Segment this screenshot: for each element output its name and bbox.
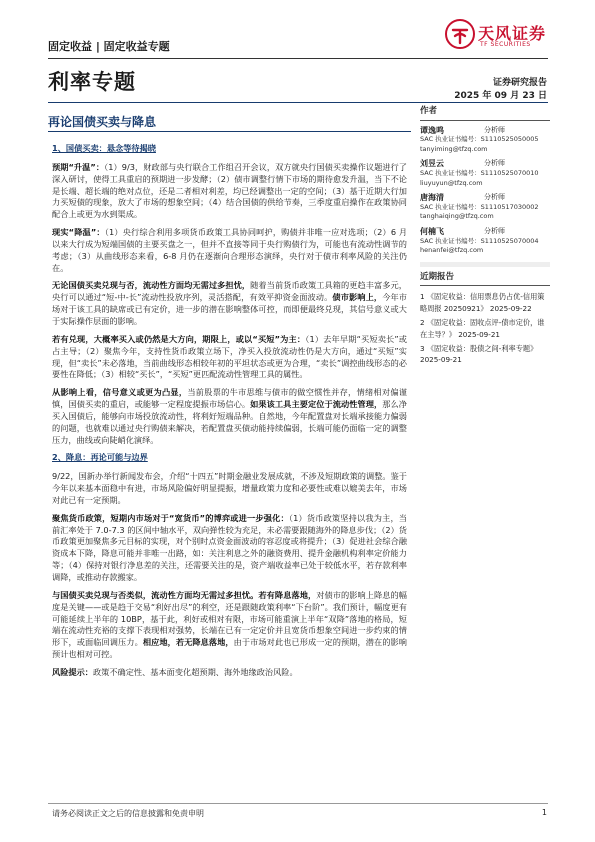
paragraph-reality-cooling: 现实“降温”：（1）央行综合利用多项货币政策工具协同呵护，购债并非唯一应对选项；（2）6 月以来大行成为短端国债的主要买盘之一，但并不直接等同于央行购债行为，可能也有流动性调节的考虑；（3）从曲线形态来看，6-8 月仍在逐渐向合理形态演绎，央行对于债市利率风险的关注仍在。 <box>52 227 408 273</box>
author-role: 分析师 <box>484 159 505 168</box>
recent-reports-list <box>420 291 550 366</box>
authors-heading: 作者 <box>420 106 438 116</box>
sidebar-separator <box>420 262 550 267</box>
author-name: 刘昱云 <box>420 159 444 169</box>
author-email[interactable]: tanghaiqing@tfzq.com <box>420 212 494 221</box>
author-email[interactable]: henanfei@tfzq.com <box>420 246 484 255</box>
subtitle-divider <box>48 131 411 132</box>
section-heading-1: 1、国债买卖：悬念等待揭晓 <box>52 143 156 153</box>
section-heading-2: 2、降息：再论可能与边界 <box>52 452 148 463</box>
header-divider <box>48 58 548 59</box>
paragraph-risk: 风险提示：政策不确定性、基本面变化超预期、海外地缘政治风险。 <box>52 666 298 677</box>
author-card <box>420 227 550 256</box>
author-name: 唐海清 <box>420 193 444 203</box>
author-card <box>420 193 550 222</box>
main-body <box>52 143 407 685</box>
author-email[interactable]: liuyuyun@tfzq.com <box>420 178 483 187</box>
logo-text-en: TF SECURITIES <box>480 41 531 48</box>
author-name: 何楠飞 <box>420 226 444 236</box>
authors-divider <box>420 120 550 121</box>
author-card <box>420 159 550 188</box>
paragraph-expect-warming: 预期“升温”：（1）9/3，财政部与央行联合工作组召开会议，双方就央行国债买卖操作议题进行了深入研讨，使得工具重启的预期进一步发酵；（2）债市调整行情下市场的期待愈发升温，当下不论是长端、超长端的绝对点位，还是二者相对利差，均已经调整出一定的空间；（3）基于近期大行加力买短债的现象，放大了市场的想象空间；（4）结合国债的供给节奏，三季度重启操作在政策协同配合上或更为水到渠成。 <box>52 161 407 220</box>
report-subtitle: 再论国债买卖与降息 <box>48 115 157 129</box>
footer-divider <box>48 803 548 804</box>
logo-text-cn: 天风证券 <box>478 24 547 43</box>
paragraph-press-conference: 9/22，国新办举行新闻发布会，介绍“十四五”时期金融业发展成就，不涉及短期政策的调整。鉴于今年以来基本面稳中有进，市场风险偏好明显提振，增量政策力度和必要性或难以媲美去年，市场对此已有一定预期。 <box>52 471 407 505</box>
report-date: 2025 年 09 月 23 日 <box>454 91 547 101</box>
footer-disclaimer: 请务必阅读正文之后的信息披露和免责申明 <box>52 809 204 818</box>
recent-report-link[interactable]: 3 《固定收益：股债之间-利率专题》 2025-09-21 <box>420 343 538 365</box>
author-cert-id: SAC 执业证书编号：S1110525070010 <box>420 168 539 177</box>
breadcrumb: 固定收益 | 固定收益专题 <box>48 40 170 53</box>
page-title: 利率专题 <box>48 70 136 94</box>
paragraph-signal-impact: 从影响上看，信号意义或更为凸显，当前股票的牛市思维与债市的做空惯性并存，情绪相对偏谨慎，国债买卖的重启，或能够一定程度提振市场信心。如果该工具主要定位于流动性管理，那么净买入国债后，能够向市场投放流动性，将利好短端品种。自然地，今年配置盘对长端承接能力偏弱的问题，也就难以通过央行购债来解决，若配置盘买债动能持续偏弱，长端可能仍面临一定的调整压力，曲线或向陡峭化演绎。 <box>52 387 407 445</box>
author-role: 分析师 <box>484 226 505 235</box>
recent-reports-heading: 近期报告 <box>420 271 455 282</box>
author-email[interactable]: tanyiming@tfzq.com <box>420 144 488 153</box>
title-divider <box>48 102 548 103</box>
tf-securities-logo <box>445 19 550 53</box>
paragraph-liquidity: 无论国债买卖兑现与否，流动性方面均无需过多担忧，随着当前货币政策工具箱的更趋丰富多元，央行可以通过“短-中-长”流动性投放序列，灵活搭配，有效平抑资金面波动。债市影响上，今年市场对于该工具的缺席或已有定价，进一步的潜在影响整体可控，而即便最终兑现，其信号意义或大于实际操作层面的影响。 <box>52 280 407 326</box>
paragraph-buy-short: 若有兑现，大概率买入或仍然是大方向，期限上，或以“买短”为主：（1）去年早期“买短卖长”或占主导；（2）聚焦今年，支持性货币政策立场下，净买入投放流动性仍是大方向，通过“买短”实现，但“卖长”未必落地，当前曲线形态相较年初的平坦状态或更为合理，“卖长”调控曲线形态的必要性在降低；（3）相较“买长”，“买短”更匹配流动性管理工具的属性。 <box>52 333 407 380</box>
logo-emblem-icon <box>445 19 475 49</box>
author-name: 谭逸鸣 <box>420 125 444 135</box>
recent-report-link[interactable]: 2 《固定收益：固收点评-债市定价，谁在主导？》 2025-09-21 <box>420 317 545 339</box>
author-cert-id: SAC 执业证书编号：S1110525050005 <box>420 135 539 144</box>
paragraph-rate-cut-impact: 与国债买卖兑现与否类似，流动性方面均无需过多担忧。若有降息落地，对债市的影响上降息的幅度是关键——或是趋于交易“利好出尽”的利空，还是跟随政策利率“下台阶”。我们预计，幅度更有可能延续上半年的 10BP，基于此，利好或相对有限，市场可能重演上半年“双降”落地的格局，短端在流动性充裕的支撑下表现相对强势，长端在已有一定定价并且宽货币想象空间进一步约束的情形下，或面临回调压力。相应地，若无降息落地，由于市场对此也已形成一定的预期，潜在的影响预计也相对可控。 <box>52 589 407 660</box>
recent-divider <box>420 285 550 286</box>
author-role: 分析师 <box>484 125 505 134</box>
author-cert-id: SAC 执业证书编号：S1110525070004 <box>420 236 539 245</box>
author-role: 分析师 <box>484 193 505 202</box>
sidebar <box>420 107 550 368</box>
author-cert-id: SAC 执业证书编号：S1110517030002 <box>420 202 539 211</box>
paragraph-monetary-policy: 聚焦货币政策，短期内市场对于“宽货币”的博弈或进一步强化：（1）货币政策坚持以我为主，当前汇率处于 7.0-7.3 的区间中轴水平，双向弹性较为充足，未必需要跟随海外的降息步伐；（2）货币政策更加聚焦多元目标的实现，对个别时点资金面波动的容忍度或将提升；（3）促进社会综合融资成本下降，降息可能并非唯一出路，如：关注利息之外的融资费用、提升金融机构利率定价能力等；（4）保持对银行净息差的关注，还需要关注的是，资产端收益率已处于较低水平，若存款利率调降，或推动存款搬家。 <box>52 512 407 582</box>
page-number: 1 <box>541 808 547 817</box>
report-type: 证券研究报告 <box>492 78 547 88</box>
recent-report-link[interactable]: 1 《固定收益：信用票息仍占优-信用策略周报 20250921》 2025-09-22 <box>420 292 545 314</box>
author-card <box>420 126 550 155</box>
